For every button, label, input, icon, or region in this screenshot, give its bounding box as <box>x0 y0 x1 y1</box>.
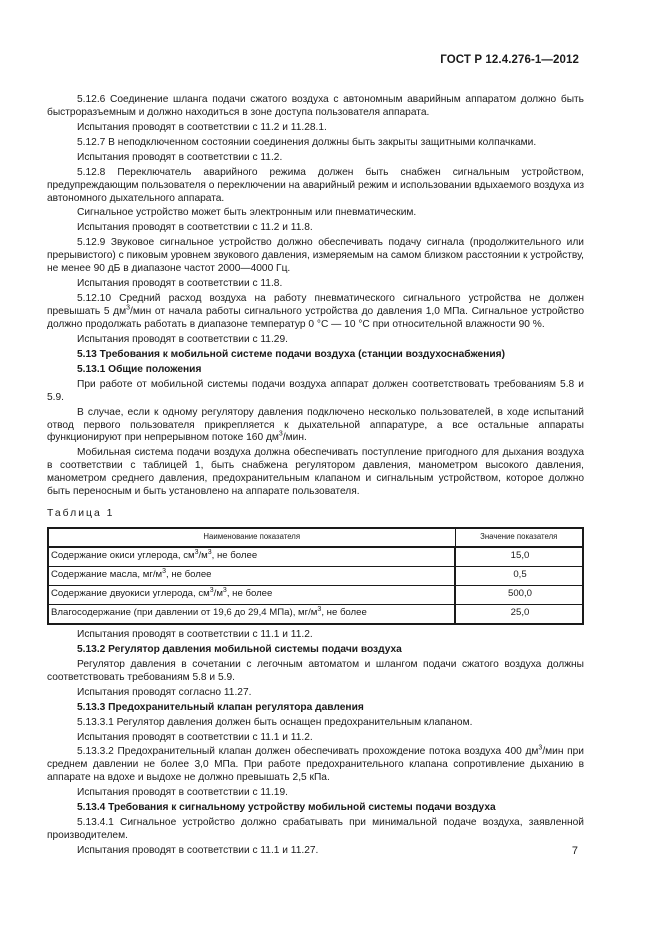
paragraph-text: 5.13.3.1 Регулятор давления должен быть оснащен предохранительным клапаном. <box>77 716 473 728</box>
paragraph-text: Испытания проводят в соответствии с 11.8. <box>77 278 283 290</box>
paragraphs-top <box>47 94 584 499</box>
paragraph-text: 5.13.3.2 Предохранительный клапан должен обеспечивать прохождение потока воздуха 400 $дм^3$/мин при среднем давлении не более 3,0 МПа. При работе предохранительного клапана сопротивление дыханию в аппарате на вдохе и выдохе не должно превышать 2,5 кПа. <box>47 745 584 784</box>
table-cell-value: 500,0 <box>455 585 583 604</box>
paragraph-text: При работе от мобильной системы подачи воздуха аппарат должен соответствовать требованиям 5.8 и 5.9. <box>47 378 584 403</box>
table-cell-value: 25,0 <box>455 604 583 624</box>
paragraph-text: Испытания проводят в соответствии с 11.1 и 11.27. <box>77 845 319 856</box>
paragraph-text: 5.12.8 Переключатель аварийного режима должен быть снабжен сигнальным устройством, предупреждающим пользователя о переключении на аварийный режим и использовании вдыхаемого воздуха из автономного дыхательного аппарата. <box>47 166 584 204</box>
table-cell-name: Влагосодержание (при давлении от 19,6 до 29,4 МПа), $мг/м^3$, не более <box>48 604 455 624</box>
paragraph-text: Сигнальное устройство может быть электронным или пневматическим. <box>77 207 417 219</box>
paragraph <box>47 152 584 165</box>
paragraph <box>47 349 584 362</box>
table-cell-name: Содержание масла, $мг/м^3$, не более <box>48 566 455 585</box>
paragraph-text: Испытания проводят в соответствии с 11.2 и 11.8. <box>77 222 313 234</box>
table-cell-name: Содержание окиси углерода, $см^3/м^3$, не более <box>48 547 455 567</box>
page-number: 7 <box>571 845 578 857</box>
paragraphs-bottom <box>47 628 584 858</box>
paragraph-text: Регулятор давления в сочетании с легочным автоматом и шлангом подачи сжатого воздуха должны соответствовать требованиям 5.8 и 5.9. <box>47 658 584 683</box>
paragraph-text: В случае, если к одному регулятору давления подключено несколько пользователей, в ходе испытаний отвод первого пользователя прикрепляется к дыхательной аппаратуре, а все остальные аппараты функционируют при непрерывном потоке 160 $дм^3$/мин. <box>47 406 584 444</box>
paragraph-text: 5.13.1 Общие положения <box>77 363 202 375</box>
table-cell-value: 0,5 <box>455 566 583 585</box>
paragraph <box>47 845 584 858</box>
paragraph <box>47 644 584 657</box>
paragraph <box>47 334 584 347</box>
paragraph-text: 5.13.4.1 Сигнальное устройство должно срабатывать при минимальной подаче воздуха, заявленной производителем. <box>47 817 584 842</box>
paragraph <box>47 207 584 220</box>
paragraph-text: Испытания проводят в соответствии с 11.1 и 11.2. <box>77 731 313 743</box>
paragraph <box>47 379 584 405</box>
table-header-value: Значение показателя <box>455 528 583 547</box>
table-header-row <box>48 528 583 547</box>
paragraph-text: 5.13.3 Предохранительный клапан регулятора давления <box>77 701 364 713</box>
paragraph-text: 5.12.7 В неподключенном состоянии соединения должны быть закрыты защитными колпачками. <box>77 136 537 148</box>
paragraph <box>47 407 584 446</box>
specs-table <box>47 527 584 625</box>
paragraph <box>47 787 584 800</box>
paragraph-text: 5.13 Требования к мобильной системе подачи воздуха (станции воздухоснабжения) <box>77 348 505 360</box>
table-cell-value: 15,0 <box>455 547 583 567</box>
paragraph <box>47 687 584 700</box>
table-row <box>48 585 583 604</box>
paragraph-text: 5.12.9 Звуковое сигнальное устройство должно обеспечивать подачу сигнала (продолжительного или прерывистого) с пиковым уровнем звукового давления, измеряемым на самом близком расстоянии к устройству, не менее 90 дБ в диапазоне частот 2000—4000 Гц. <box>47 237 584 275</box>
paragraph <box>47 122 584 135</box>
paragraph <box>47 237 584 276</box>
paragraph <box>47 94 584 120</box>
paragraph-text: Испытания проводят в соответствии с 11.1 и 11.2. <box>77 628 313 640</box>
paragraph-text: 5.13.4 Требования к сигнальному устройству мобильной системы подачи воздуха <box>77 802 496 814</box>
paragraph-text: Мобильная система подачи воздуха должна обеспечивать поступление пригодного для дыхания воздуха в соответствии с таблицей 1, быть снабжена регулятором давления, манометром высокого давления, манометром среднего давления, предохранительным клапаном и сигнальным устройством, которое должно быть переносным и быть установлено на аппарате пользователя. <box>47 447 584 498</box>
paragraph-text: Испытания проводят в соответствии с 11.19. <box>77 787 288 799</box>
paragraph <box>47 817 584 843</box>
paragraph <box>47 222 584 235</box>
paragraph-text: Испытания проводят в соответствии с 11.2 и 11.28.1. <box>77 121 327 133</box>
paragraph-text: 5.13.2 Регулятор давления мобильной системы подачи воздуха <box>77 643 402 655</box>
paragraph <box>47 659 584 685</box>
paragraph <box>47 732 584 745</box>
paragraph-text: 5.12.10 Средний расход воздуха на работу пневматического сигнального устройства не должен превышать 5 $дм^3$/мин от начала работы сигнального устройства до давления 1,0 МПа. Сигнальное устройство должно продолжать работать в диапазоне температур 0 °С — 10 °С при относительной влажности 90 %. <box>47 293 584 330</box>
table-body <box>48 547 583 624</box>
paragraph <box>47 717 584 730</box>
paragraph <box>47 629 584 642</box>
paragraph-text: Испытания проводят согласно 11.27. <box>77 686 252 698</box>
paragraph <box>47 167 584 206</box>
paragraph-text: Испытания проводят в соответствии с 11.29. <box>77 333 288 345</box>
paragraph <box>47 293 584 332</box>
table-row <box>48 547 583 567</box>
table-title: Таблица 1 <box>47 507 115 519</box>
standard-code-header: ГОСТ Р 12.4.276-1—2012 <box>440 54 579 66</box>
document-body <box>47 94 584 860</box>
paragraph <box>47 278 584 291</box>
table-cell-name: Содержание двуокиси углерода, $см^3/м^3$, не более <box>48 585 455 604</box>
paragraph <box>47 137 584 150</box>
paragraph-text: Испытания проводят в соответствии с 11.2. <box>77 151 283 163</box>
paragraph-text: 5.12.6 Соединение шланга подачи сжатого воздуха с автономным аварийным аппаратом должно быть быстроразъемным и должно находиться в зоне доступа пользователя аппарата. <box>47 94 584 118</box>
paragraph <box>47 802 584 815</box>
paragraph <box>47 364 584 377</box>
table-row <box>48 566 583 585</box>
paragraph <box>47 746 584 785</box>
table-row <box>48 604 583 624</box>
table-header-name: Наименование показателя <box>48 528 455 547</box>
paragraph <box>47 447 584 499</box>
paragraph <box>47 702 584 715</box>
